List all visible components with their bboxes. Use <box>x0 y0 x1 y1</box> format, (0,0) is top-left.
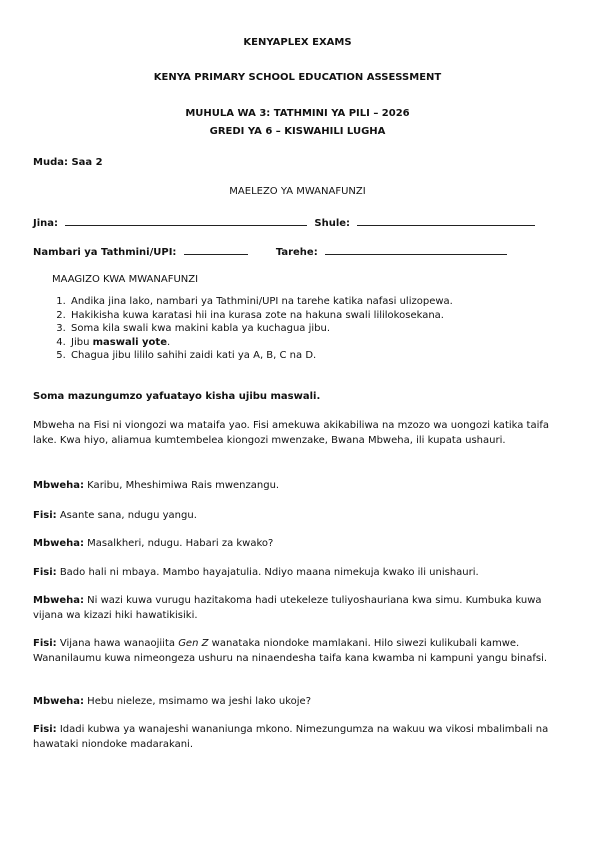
student-info-title: MAELEZO YA MWANAFUNZI <box>229 186 366 197</box>
dialogue-line <box>33 537 558 552</box>
speaker-name: Mbweha: <box>33 538 84 549</box>
instructions-title: MAAGIZO KWA MWANAFUNZI <box>52 274 199 285</box>
dialogue-line <box>33 566 558 581</box>
date-label: Tarehe: <box>275 247 318 258</box>
dialogue-text: Hebu nieleze, msimamo wa jeshi lako ukoje? <box>84 696 311 707</box>
speaker-name: Mbweha: <box>33 595 84 606</box>
speaker-name: Fisi: <box>33 724 57 735</box>
duration-label: Muda: Saa 2 <box>33 157 103 168</box>
dialogue-line <box>33 723 558 752</box>
passage-intro: Mbweha na Fisi ni viongozi wa mataifa yao. Fisi amekuwa akikabiliwa na mzozo wa uongozi katika taifa lake. Kwa hiyo, aliamua kumtembelea kiongozi mwenzake, Bwana Mbweha, ili kupata ushauri. <box>33 420 550 446</box>
instruction-text: . <box>167 336 171 348</box>
reading-instruction: Soma mazungumzo yafuatayo kisha ujibu maswali. <box>33 391 321 402</box>
exam-org-title: KENYAPLEX EXAMS <box>243 37 352 48</box>
name-field[interactable] <box>65 215 307 226</box>
date-field[interactable] <box>325 244 507 255</box>
dialogue-text: Karibu, Mheshimiwa Rais mwenzangu. <box>84 480 280 491</box>
dialogue-line <box>33 695 558 710</box>
term-title: MUHULA WA 3: TATHMINI YA PILI – 2026 <box>185 108 410 119</box>
dialogue-text: Vijana hawa wanaojiita <box>56 638 179 649</box>
dialogue-line <box>33 509 558 524</box>
speaker-name: Mbweha: <box>33 480 84 491</box>
dialogue-text: wanataka niondoke mamlakani. Hilo siwezi kulikubali kamwe. Wananilaumu kuwa nimeongeza ushuru na ninaendesha taifa kana kwamba ni kampuni yangu binafsi. <box>33 638 548 664</box>
speaker-name: Fisi: <box>33 567 57 578</box>
dialogue-italic: Gen Z <box>178 638 209 649</box>
school-label: Shule: <box>314 218 351 229</box>
instruction-item: 5. Chagua jibu lililo sahihi zaidi kati ya A, B, C na D. <box>69 349 589 363</box>
dialogue-text: Bado hali ni mbaya. Mambo hayajatulia. Ndiyo maana nimekuja kwako ili unishauri. <box>56 567 479 578</box>
dialogue-line <box>33 479 558 494</box>
upi-label: Nambari ya Tathmini/UPI: <box>33 247 177 258</box>
assessment-title: KENYA PRIMARY SCHOOL EDUCATION ASSESSMENT <box>153 72 442 83</box>
dialogue-text: Asante sana, ndugu yangu. <box>56 510 197 521</box>
dialogue-line <box>33 637 558 666</box>
upi-field[interactable] <box>184 244 248 255</box>
instruction-item: 3. Soma kila swali kwa makini kabla ya kuchagua jibu. <box>69 322 589 336</box>
instruction-item: 2. Hakikisha kuwa karatasi hii ina kurasa zote na hakuna swali lililokosekana. <box>69 309 589 323</box>
speaker-name: Fisi: <box>33 638 57 649</box>
instruction-item <box>69 336 589 350</box>
instruction-item: 1. Andika jina lako, nambari ya Tathmini/UPI na tarehe katika nafasi ulizopewa. <box>69 295 589 309</box>
name-label: Jina: <box>33 218 59 229</box>
dialogue-text: Idadi kubwa ya wanajeshi wananiunga mkono. Nimezungumza na wakuu wa vikosi mbalimbali na hawataki niondoke madarakani. <box>33 724 549 750</box>
speaker-name: Mbweha: <box>33 696 84 707</box>
dialogue-line <box>33 594 558 623</box>
upi-date-row <box>33 244 507 258</box>
grade-title: GREDI YA 6 – KISWAHILI LUGHA <box>209 126 386 137</box>
school-field[interactable] <box>357 215 535 226</box>
speaker-name: Fisi: <box>33 510 57 521</box>
dialogue-text: Masalkheri, ndugu. Habari za kwako? <box>84 538 274 549</box>
instructions-list <box>52 295 589 363</box>
instruction-emphasis: maswali yote <box>92 336 167 348</box>
name-school-row <box>33 215 535 229</box>
instruction-text: Jibu <box>71 336 93 348</box>
dialogue-text: Ni wazi kuwa vurugu hazitakoma hadi utekeleze tuliyoshauriana kwa simu. Kumbuka kuwa vijana wa kizazi hiki hawatikisiki. <box>33 595 542 621</box>
